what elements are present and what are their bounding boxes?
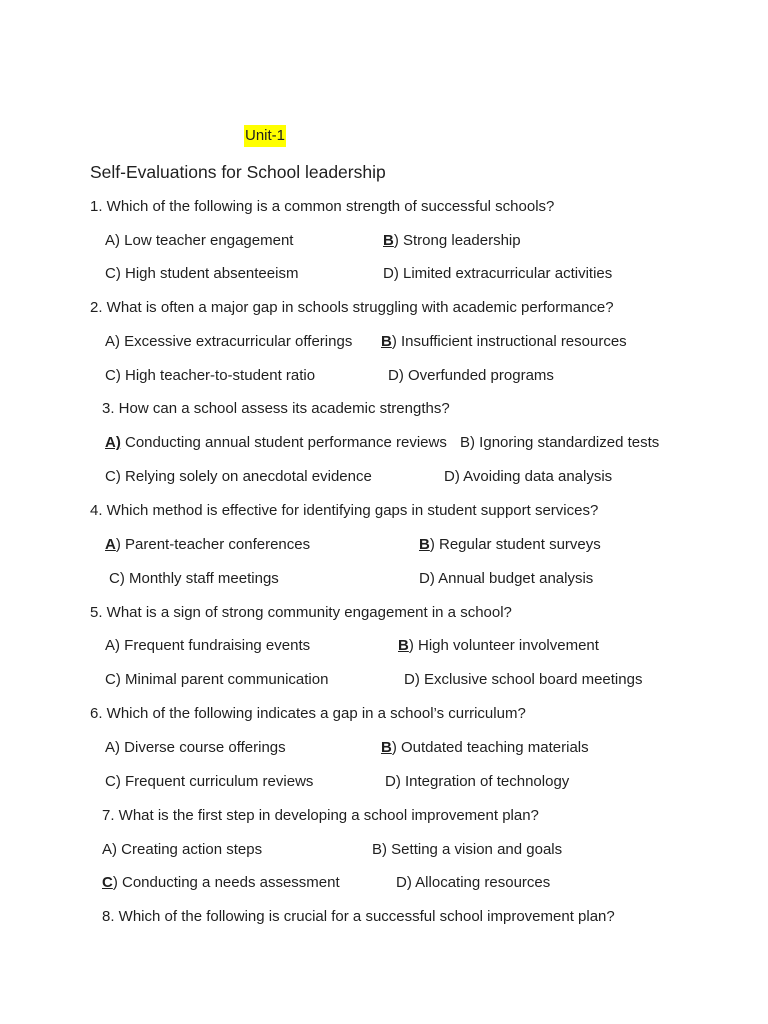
option-1c: C) High student absenteeism xyxy=(105,265,299,282)
question-6: 6. Which of the following indicates a gap in a school’s curriculum? xyxy=(90,705,526,722)
option-7d: D) Allocating resources xyxy=(396,874,551,891)
answer-marker: B xyxy=(381,739,392,756)
question-1: 1. Which of the following is a common strength of successful schools? xyxy=(90,198,555,215)
option-3c: C) Relying solely on anecdotal evidence xyxy=(105,468,372,485)
option-5b: B) High volunteer involvement xyxy=(398,637,599,654)
answer-marker: C xyxy=(102,874,113,891)
option-3a: A) Conducting annual student performance reviews xyxy=(105,434,447,451)
option-1b: B) Strong leadership xyxy=(383,232,521,249)
option-2d: D) Overfunded programs xyxy=(388,367,554,384)
answer-marker: B xyxy=(398,637,409,654)
question-3: 3. How can a school assess its academic strengths? xyxy=(102,400,450,417)
option-2a: A) Excessive extracurricular offerings xyxy=(105,333,353,350)
option-5a: A) Frequent fundraising events xyxy=(105,637,311,654)
answer-marker: B xyxy=(419,536,430,553)
option-4a: A) Parent-teacher conferences xyxy=(105,536,311,553)
option-3d: D) Avoiding data analysis xyxy=(444,468,613,485)
question-5: 5. What is a sign of strong community engagement in a school? xyxy=(90,604,512,621)
option-3b: B) Ignoring standardized tests xyxy=(460,434,660,451)
option-2b: B) Insufficient instructional resources xyxy=(381,333,627,350)
answer-marker: B xyxy=(381,333,392,350)
question-2: 2. What is often a major gap in schools struggling with academic performance? xyxy=(90,299,614,316)
option-7b: B) Setting a vision and goals xyxy=(372,841,563,858)
document-title: Self-Evaluations for School leadership xyxy=(90,162,386,182)
option-4d: D) Annual budget analysis xyxy=(419,570,594,587)
option-5c: C) Minimal parent communication xyxy=(105,671,329,688)
option-6b: B) Outdated teaching materials xyxy=(381,739,589,756)
question-8: 8. Which of the following is crucial for a successful school improvement plan? xyxy=(102,908,615,925)
option-5d: D) Exclusive school board meetings xyxy=(404,671,643,688)
question-7: 7. What is the first step in developing a school improvement plan? xyxy=(102,807,539,824)
option-6c: C) Frequent curriculum reviews xyxy=(105,773,314,790)
question-4: 4. Which method is effective for identifying gaps in student support services? xyxy=(90,502,599,519)
unit-label: Unit-1 xyxy=(244,125,286,147)
option-1d: D) Limited extracurricular activities xyxy=(383,265,613,282)
option-7a: A) Creating action steps xyxy=(102,841,263,858)
option-6d: D) Integration of technology xyxy=(385,773,570,790)
option-1a: A) Low teacher engagement xyxy=(105,232,294,249)
option-4c: C) Monthly staff meetings xyxy=(109,570,279,587)
option-2c: C) High teacher-to-student ratio xyxy=(105,367,316,384)
option-6a: A) Diverse course offerings xyxy=(105,739,286,756)
option-7c: C) Conducting a needs assessment xyxy=(102,874,340,891)
answer-marker: B xyxy=(383,232,394,249)
option-4b: B) Regular student surveys xyxy=(419,536,601,553)
answer-marker: A) xyxy=(105,434,121,451)
answer-marker: A xyxy=(105,536,116,553)
